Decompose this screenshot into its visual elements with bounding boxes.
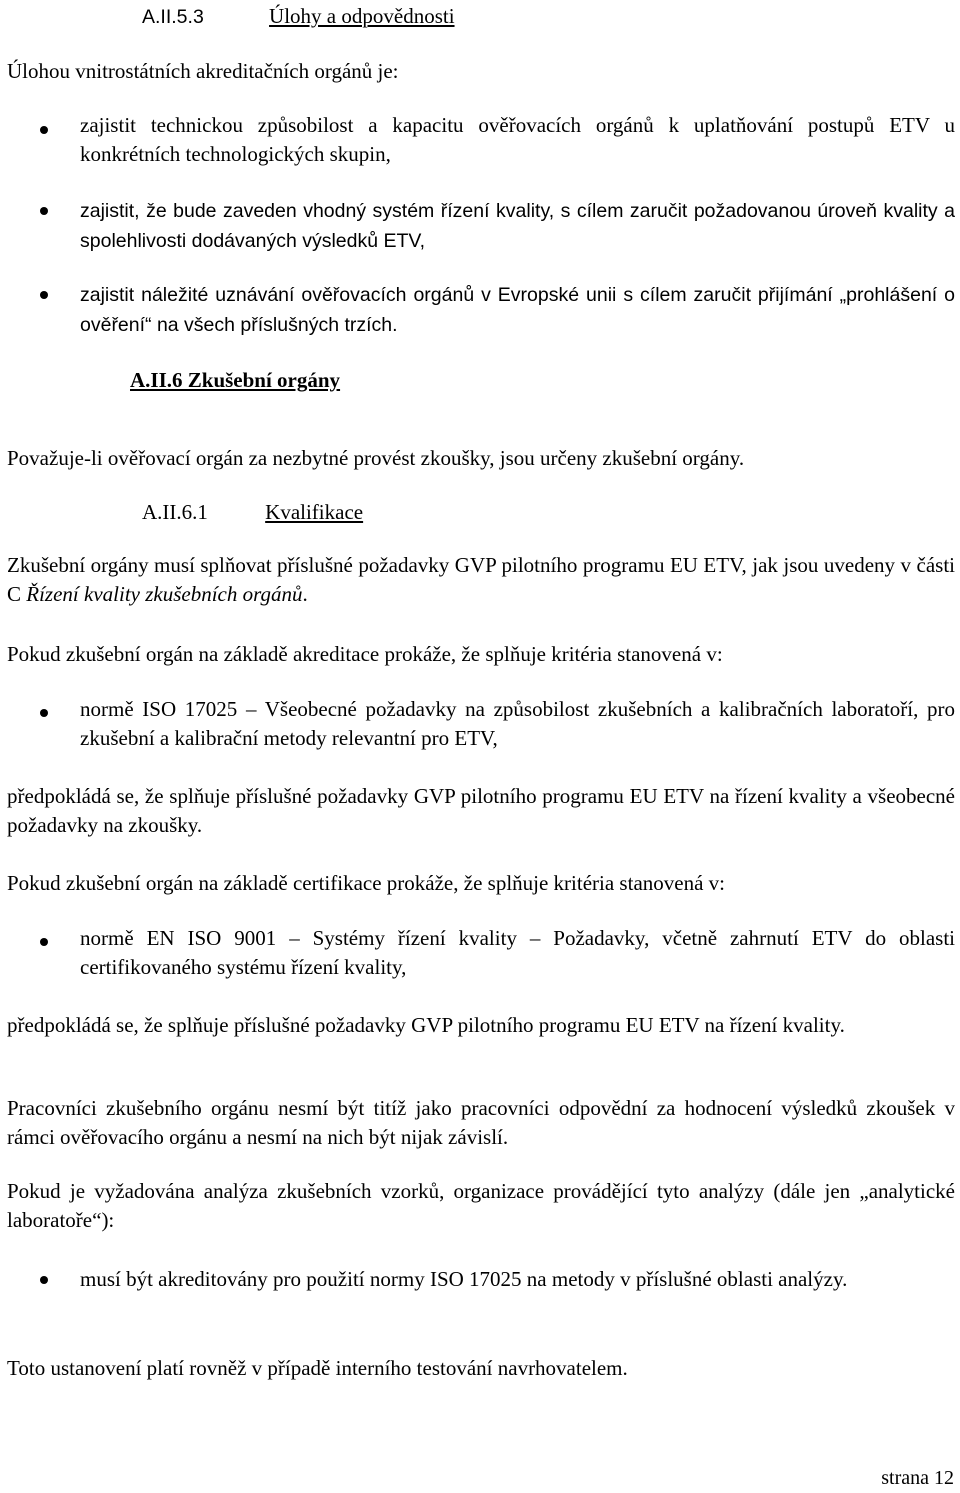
section-number: A.II.5.3	[142, 6, 204, 28]
intro-section-6: Považuje-li ověřovací orgán za nezbytné provést zkoušky, jsou určeny zkušební orgány.	[7, 446, 745, 470]
certification-paragraph: Pokud zkušební orgán na základě certifikace prokáže, že splňuje kritéria stanovená v:	[7, 871, 725, 895]
section-6-1-heading	[142, 498, 363, 527]
accreditation-paragraph: Pokud zkušební orgán na základě akreditace prokáže, že splňuje kritéria stanovená v:	[7, 642, 723, 666]
internal-testing-paragraph: Toto ustanovení platí rovněž v případě interního testování navrhovatelem.	[7, 1356, 628, 1380]
page-number: strana 12	[881, 1467, 954, 1489]
task-item-2: zajistit, že bude zaveden vhodný systém řízení kvality, s cílem zaručit požadovanou úroveň kvality a spolehlivosti dodávaných výsledků ETV,	[80, 200, 955, 252]
iso-9001-item: normě EN ISO 9001 – Systémy řízení kvality – Požadavky, včetně zahrnutí ETV do oblasti certifikovaného systému řízení kvality,	[80, 926, 955, 979]
section-5-3-heading	[142, 2, 455, 32]
sample-analysis-paragraph: Pokud je vyžadována analýza zkušebních vzorků, organizace provádějící tyto analýzy (dále jen „analytické laboratoře“):	[7, 1179, 955, 1232]
qualification-paragraph	[7, 551, 955, 609]
task-item-1: zajistit technickou způsobilost a kapacitu ověřovacích orgánů k uplatňování postupů ETV u konkrétních technologických skupin,	[80, 113, 955, 166]
task-item-3: zajistit náležité uznávání ověřovacích orgánů v Evropské unii s cílem zaručit přijímání „prohlášení o ověření“ na všech příslušných trzích.	[80, 284, 955, 336]
assumption-paragraph-2: předpokládá se, že splňuje příslušné požadavky GVP pilotního programu EU ETV na řízení kvality.	[7, 1013, 845, 1037]
paragraph-text: Zkušební orgány musí splňovat příslušné požadavky GVP pilotního programu EU ETV, jak jsou uvedeny v části C	[7, 553, 955, 606]
bullet-dot	[40, 126, 48, 134]
iso-17025-item: normě ISO 17025 – Všeobecné požadavky na způsobilost zkušebních a kalibračních laboratoří, pro zkušební a kalibrační metody relevantní pro ETV,	[80, 697, 955, 750]
accreditation-item: musí být akreditovány pro použití normy ISO 17025 na metody v příslušné oblasti analýzy.	[80, 1267, 848, 1291]
section-title: Úlohy a odpovědnosti	[269, 4, 455, 28]
paragraph-end: .	[302, 582, 308, 606]
bullet-dot	[40, 207, 48, 215]
assumption-paragraph-1: předpokládá se, že splňuje příslušné požadavky GVP pilotního programu EU ETV na řízení kvality a všeobecné požadavky na zkoušky.	[7, 784, 955, 837]
section-title: Kvalifikace	[265, 500, 364, 524]
staff-independence-paragraph: Pracovníci zkušebního orgánu nesmí být titíž jako pracovníci odpovědní za hodnocení výsledků zkoušek v rámci ověřovacího orgánu a nesmí na nich být nijak závislí.	[7, 1096, 955, 1149]
bullet-dot	[40, 1276, 48, 1284]
intro-paragraph: Úlohou vnitrostátních akreditačních orgánů je:	[7, 59, 399, 83]
bullet-dot	[40, 938, 48, 946]
bullet-dot	[40, 291, 48, 299]
section-number: A.II.6.1	[142, 500, 208, 524]
bullet-dot	[40, 709, 48, 717]
part-c-reference: Řízení kvality zkušebních orgánů	[26, 582, 303, 606]
section-6-heading: A.II.6 Zkušební orgány	[130, 368, 341, 392]
